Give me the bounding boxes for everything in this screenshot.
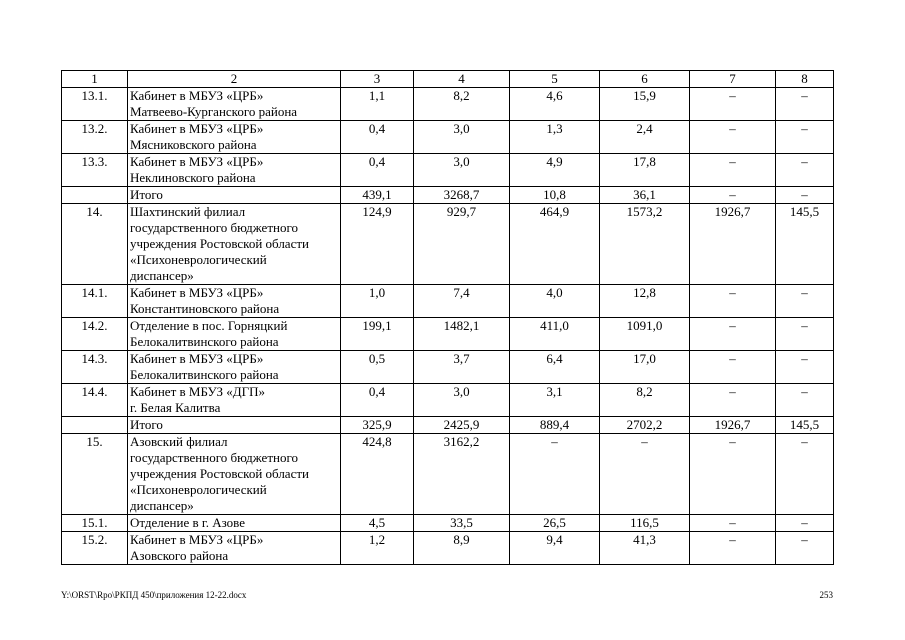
- value-cell: 1091,0: [600, 318, 690, 351]
- value-cell: 17,0: [600, 351, 690, 384]
- value-cell: 0,5: [341, 351, 414, 384]
- value-cell: 1926,7: [690, 417, 776, 434]
- value-cell: 1926,7: [690, 204, 776, 285]
- row-number-cell: 14.: [62, 204, 128, 285]
- row-name-cell: [128, 351, 341, 384]
- column-header: 5: [510, 71, 600, 88]
- row-name-cell: [128, 384, 341, 417]
- table-row: [62, 204, 834, 285]
- row-number-cell: 15.1.: [62, 515, 128, 532]
- value-cell: 1573,2: [600, 204, 690, 285]
- row-number-cell: 14.3.: [62, 351, 128, 384]
- header-row: [62, 71, 834, 88]
- row-name-line: Отделение в пос. Горняцкий: [130, 318, 288, 333]
- row-number-cell: 14.2.: [62, 318, 128, 351]
- value-cell: 1482,1: [414, 318, 510, 351]
- value-cell: 8,9: [414, 532, 510, 565]
- row-number-cell: 14.1.: [62, 285, 128, 318]
- value-cell: –: [690, 515, 776, 532]
- value-cell: –: [690, 318, 776, 351]
- row-name-cell: [128, 318, 341, 351]
- value-cell: 325,9: [341, 417, 414, 434]
- table-row: [62, 285, 834, 318]
- value-cell: 439,1: [341, 187, 414, 204]
- value-cell: 0,4: [341, 121, 414, 154]
- value-cell: –: [690, 532, 776, 565]
- value-cell: –: [600, 434, 690, 515]
- row-name-line: Азовского района: [130, 548, 229, 563]
- table-row: [62, 384, 834, 417]
- value-cell: –: [690, 434, 776, 515]
- table-row: [62, 154, 834, 187]
- row-number-cell: [62, 417, 128, 434]
- table-row: [62, 434, 834, 515]
- table-row: [62, 187, 834, 204]
- value-cell: 145,5: [776, 417, 834, 434]
- value-cell: 464,9: [510, 204, 600, 285]
- value-cell: –: [690, 88, 776, 121]
- row-number-cell: 13.1.: [62, 88, 128, 121]
- column-header: 1: [62, 71, 128, 88]
- row-number-cell: 15.: [62, 434, 128, 515]
- table-row: [62, 88, 834, 121]
- row-name-line: Белокалитвинского района: [130, 334, 279, 349]
- value-cell: –: [776, 154, 834, 187]
- row-number-cell: 13.2.: [62, 121, 128, 154]
- row-name-line: государственного бюджетного: [130, 450, 298, 465]
- row-name-line: Матвеево-Курганского района: [130, 104, 298, 119]
- row-name-cell: [128, 417, 341, 434]
- value-cell: –: [776, 285, 834, 318]
- value-cell: 2425,9: [414, 417, 510, 434]
- value-cell: –: [690, 121, 776, 154]
- value-cell: 36,1: [600, 187, 690, 204]
- value-cell: 1,3: [510, 121, 600, 154]
- table-row: [62, 318, 834, 351]
- value-cell: 1,1: [341, 88, 414, 121]
- row-name-line: диспансер»: [130, 268, 194, 283]
- value-cell: 0,4: [341, 384, 414, 417]
- value-cell: 1,0: [341, 285, 414, 318]
- value-cell: –: [776, 88, 834, 121]
- value-cell: 7,4: [414, 285, 510, 318]
- column-header: 4: [414, 71, 510, 88]
- value-cell: –: [776, 384, 834, 417]
- value-cell: 411,0: [510, 318, 600, 351]
- value-cell: 2702,2: [600, 417, 690, 434]
- data-table: [61, 70, 834, 565]
- value-cell: –: [690, 187, 776, 204]
- value-cell: 17,8: [600, 154, 690, 187]
- row-name-line: Кабинет в МБУЗ «ЦРБ»: [130, 285, 264, 300]
- value-cell: –: [776, 318, 834, 351]
- column-header: 3: [341, 71, 414, 88]
- row-name-cell: [128, 88, 341, 121]
- row-name-line: Кабинет в МБУЗ «ДГП»: [130, 384, 266, 399]
- value-cell: –: [776, 187, 834, 204]
- row-name-cell: [128, 434, 341, 515]
- row-name-line: Кабинет в МБУЗ «ЦРБ»: [130, 532, 264, 547]
- row-name-line: Итого: [130, 417, 163, 432]
- value-cell: 3,0: [414, 384, 510, 417]
- table-row: [62, 121, 834, 154]
- value-cell: 3,1: [510, 384, 600, 417]
- row-number-cell: 15.2.: [62, 532, 128, 565]
- value-cell: 199,1: [341, 318, 414, 351]
- value-cell: 0,4: [341, 154, 414, 187]
- value-cell: 124,9: [341, 204, 414, 285]
- value-cell: –: [776, 434, 834, 515]
- value-cell: 889,4: [510, 417, 600, 434]
- value-cell: 41,3: [600, 532, 690, 565]
- row-name-line: Белокалитвинского района: [130, 367, 279, 382]
- row-name-line: учреждения Ростовской области: [130, 466, 309, 481]
- value-cell: 929,7: [414, 204, 510, 285]
- row-number-cell: 14.4.: [62, 384, 128, 417]
- value-cell: 3268,7: [414, 187, 510, 204]
- row-name-line: «Психоневрологический: [130, 482, 267, 497]
- value-cell: –: [690, 285, 776, 318]
- value-cell: 15,9: [600, 88, 690, 121]
- row-name-line: государственного бюджетного: [130, 220, 298, 235]
- row-number-cell: 13.3.: [62, 154, 128, 187]
- row-name-cell: [128, 532, 341, 565]
- column-header: 8: [776, 71, 834, 88]
- row-name-line: Отделение в г. Азове: [130, 515, 246, 530]
- column-header: 7: [690, 71, 776, 88]
- row-name-line: диспансер»: [130, 498, 194, 513]
- column-header: 2: [128, 71, 341, 88]
- value-cell: 4,0: [510, 285, 600, 318]
- table-row: [62, 532, 834, 565]
- value-cell: –: [690, 351, 776, 384]
- value-cell: 3162,2: [414, 434, 510, 515]
- row-number-cell: [62, 187, 128, 204]
- value-cell: 12,8: [600, 285, 690, 318]
- value-cell: 4,6: [510, 88, 600, 121]
- row-name-cell: [128, 154, 341, 187]
- table-row: [62, 515, 834, 532]
- row-name-line: Кабинет в МБУЗ «ЦРБ»: [130, 88, 264, 103]
- row-name-cell: [128, 187, 341, 204]
- row-name-cell: [128, 515, 341, 532]
- page-number: 253: [819, 590, 833, 600]
- row-name-line: Константиновского района: [130, 301, 280, 316]
- row-name-line: г. Белая Калитва: [130, 400, 221, 415]
- row-name-line: Кабинет в МБУЗ «ЦРБ»: [130, 121, 264, 136]
- row-name-cell: [128, 204, 341, 285]
- row-name-line: Итого: [130, 187, 163, 202]
- value-cell: 145,5: [776, 204, 834, 285]
- row-name-line: «Психоневрологический: [130, 252, 267, 267]
- value-cell: 4,9: [510, 154, 600, 187]
- row-name-cell: [128, 121, 341, 154]
- value-cell: 8,2: [600, 384, 690, 417]
- row-name-line: Азовский филиал: [130, 434, 228, 449]
- value-cell: –: [776, 351, 834, 384]
- value-cell: 26,5: [510, 515, 600, 532]
- value-cell: 33,5: [414, 515, 510, 532]
- value-cell: 424,8: [341, 434, 414, 515]
- row-name-line: Кабинет в МБУЗ «ЦРБ»: [130, 154, 264, 169]
- row-name-line: Неклиновского района: [130, 170, 256, 185]
- column-header: 6: [600, 71, 690, 88]
- table-row: [62, 417, 834, 434]
- value-cell: 9,4: [510, 532, 600, 565]
- value-cell: –: [690, 384, 776, 417]
- value-cell: 6,4: [510, 351, 600, 384]
- value-cell: 10,8: [510, 187, 600, 204]
- value-cell: –: [776, 532, 834, 565]
- value-cell: 3,0: [414, 121, 510, 154]
- footer-file-path: Y:\ORST\Rpo\РКПД 450\приложения 12-22.docx: [61, 590, 247, 600]
- row-name-line: Мясниковского района: [130, 137, 257, 152]
- value-cell: 116,5: [600, 515, 690, 532]
- value-cell: –: [690, 154, 776, 187]
- value-cell: 2,4: [600, 121, 690, 154]
- value-cell: 4,5: [341, 515, 414, 532]
- value-cell: 8,2: [414, 88, 510, 121]
- value-cell: –: [776, 121, 834, 154]
- value-cell: 1,2: [341, 532, 414, 565]
- row-name-line: Кабинет в МБУЗ «ЦРБ»: [130, 351, 264, 366]
- value-cell: –: [776, 515, 834, 532]
- table-row: [62, 351, 834, 384]
- row-name-cell: [128, 285, 341, 318]
- row-name-line: Шахтинский филиал: [130, 204, 246, 219]
- value-cell: –: [510, 434, 600, 515]
- row-name-line: учреждения Ростовской области: [130, 236, 309, 251]
- value-cell: 3,7: [414, 351, 510, 384]
- value-cell: 3,0: [414, 154, 510, 187]
